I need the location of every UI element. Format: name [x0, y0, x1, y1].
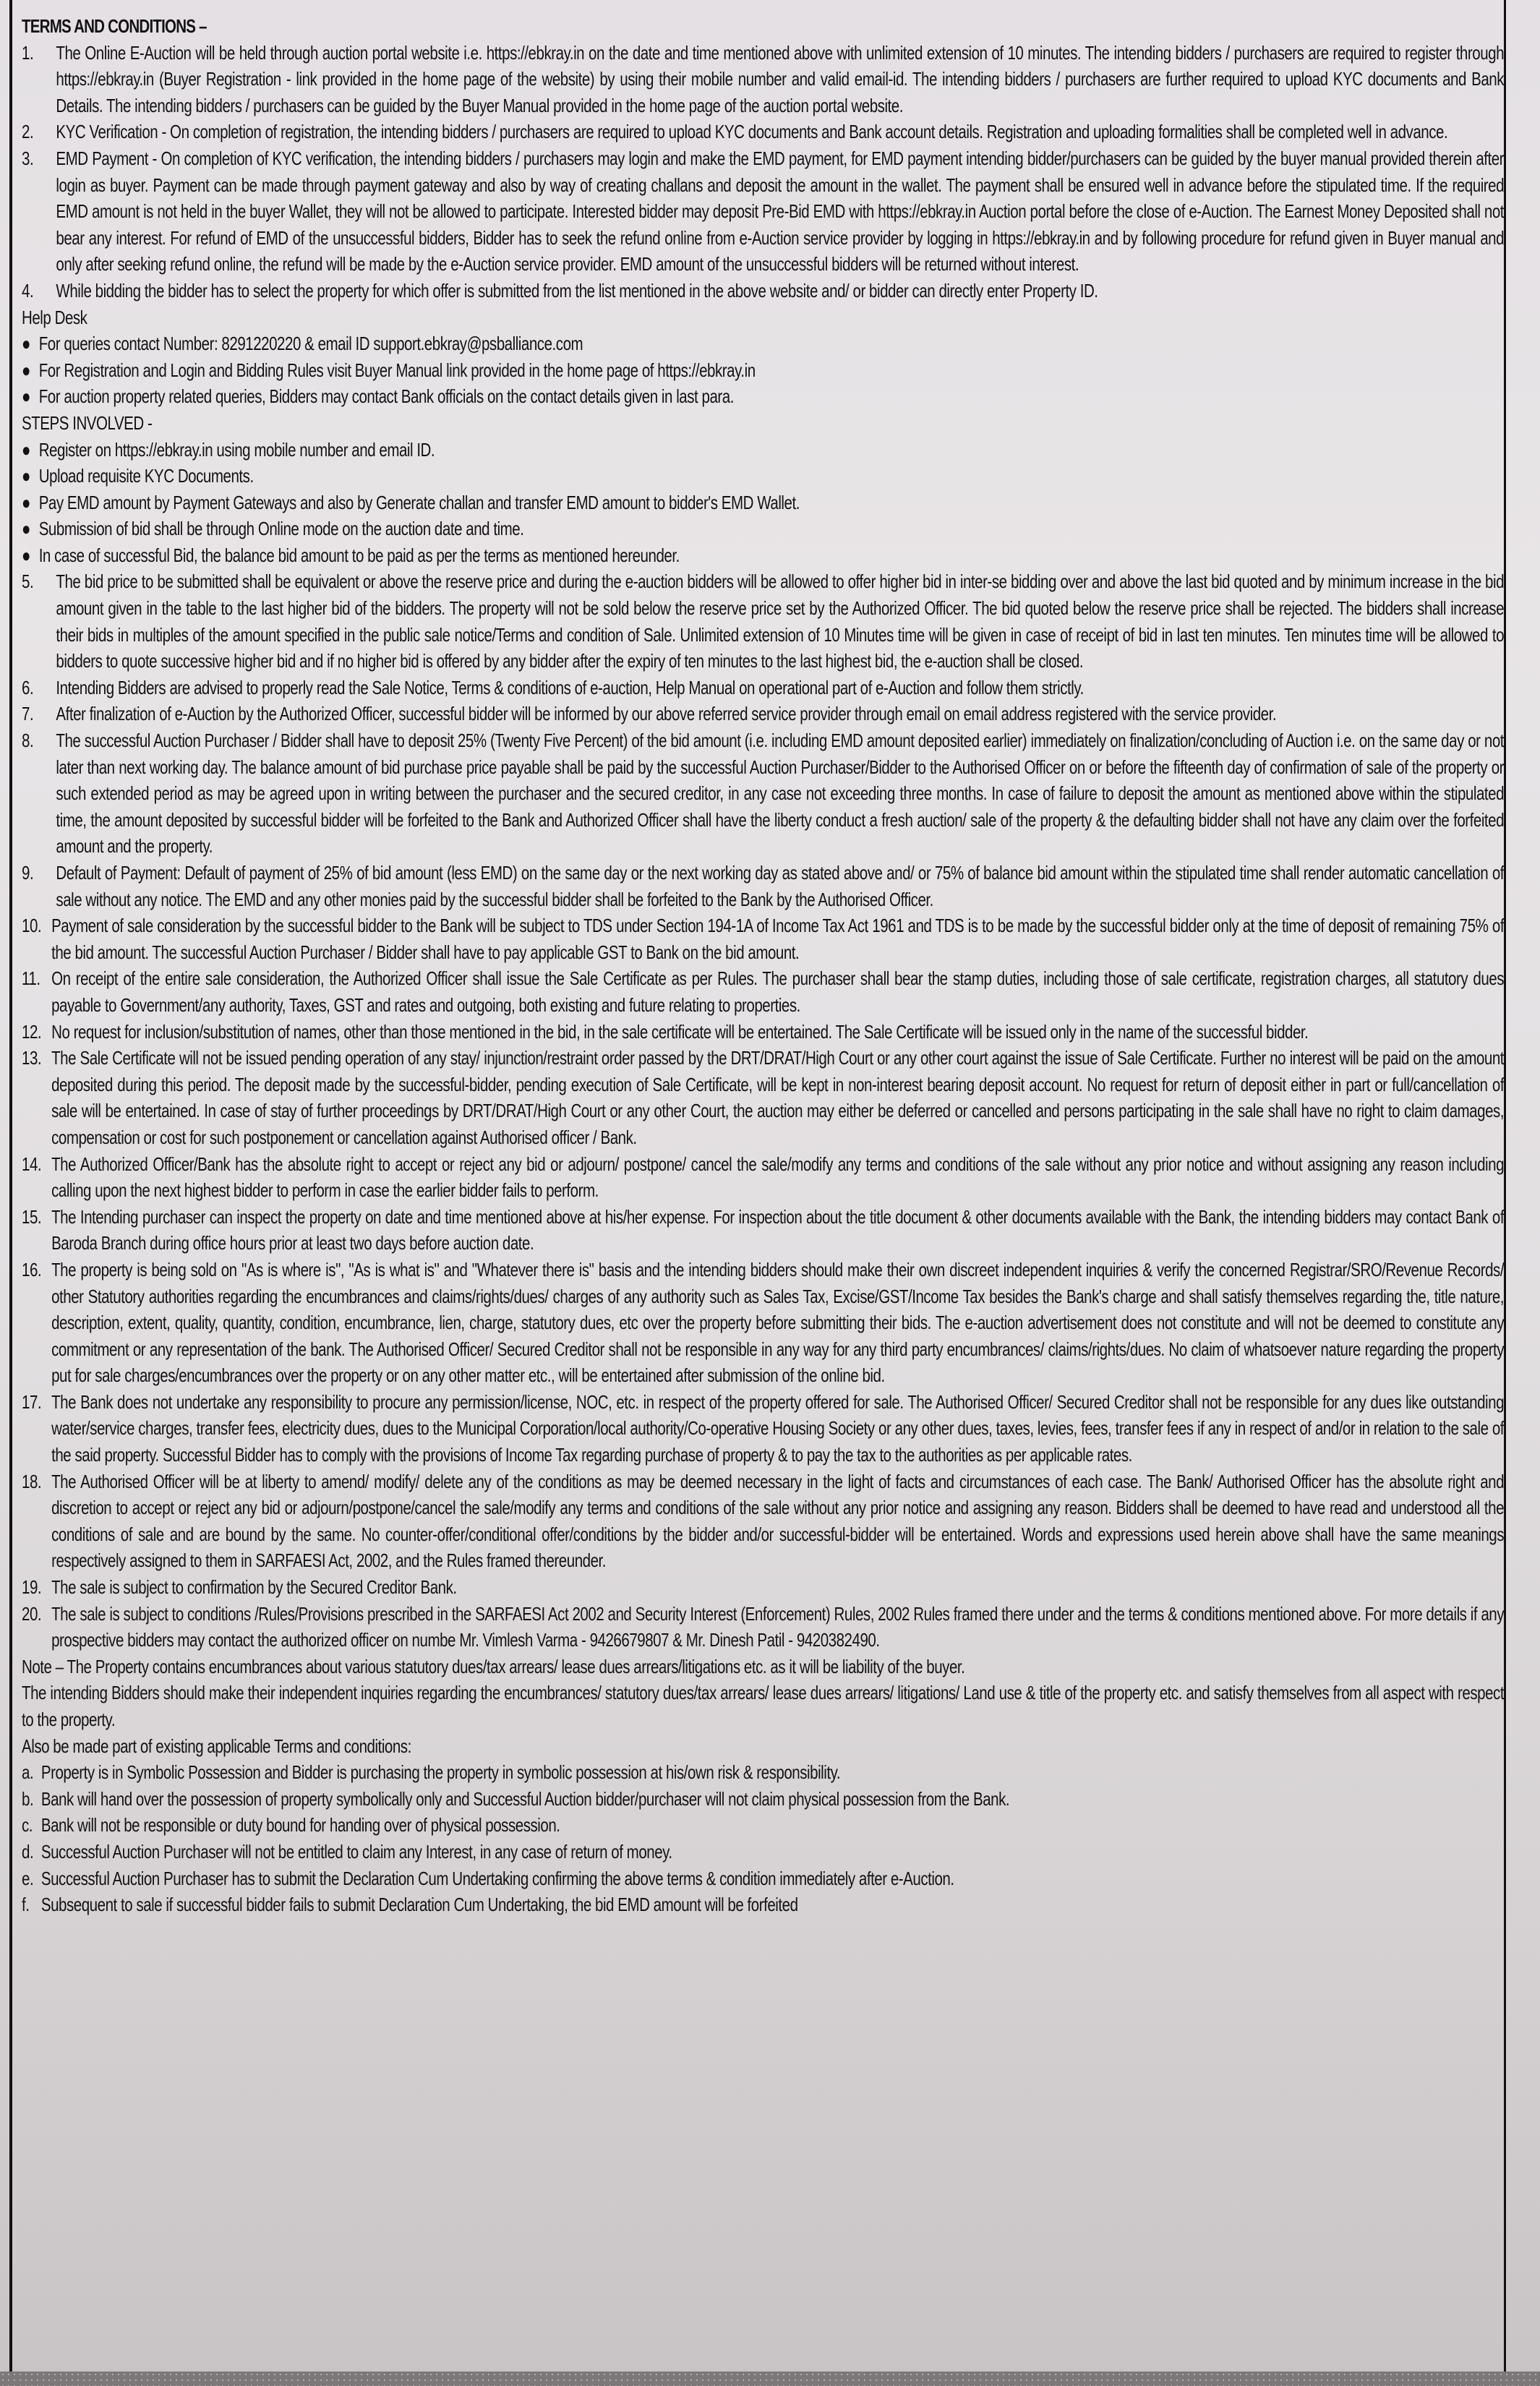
- term-text: Default of Payment: Default of payment of 25% of bid amount (less EMD) on the same day or the next working day as stated above and/ or 75% of balance bid amount within the stipulated time shall render automatic cancellation of sale without any notice. The EMD and any other monies paid by the successful bidder shall be forfeited to the Bank by the Authorised Officer.: [56, 862, 1505, 910]
- term-item-11: [22, 965, 1504, 1018]
- term-item-6: [22, 675, 1504, 701]
- term-text: Bank will not be responsible or duty bound for handing over of physical possession.: [40, 1814, 560, 1836]
- term-text: Subsequent to sale if successful bidder fails to submit Declaration Cum Undertaking, the bid EMD amount will be forfeited: [40, 1894, 798, 1916]
- term-number: 20.: [22, 1602, 42, 1625]
- bullet-icon: ●: [22, 544, 30, 566]
- term-number: 18.: [22, 1470, 42, 1492]
- term-number: 15.: [22, 1205, 42, 1228]
- term-text: The Authorised Officer will be at liberty to amend/ modify/ delete any of the conditions as may be deemed necessary in the light of facts and circumstances of each case. The Bank/ Authorised Officer has the absolute right and discretion to accept or reject any bid or adjourn/postpone/cancel the sale/modify any terms and conditions of the sale without any prior notice and assigning any reason. Bidders shall be deemed to have read and understood all the conditions of sale and are bound by the same. No counter-offer/conditional offer/conditions by the bidder and/or successful-bidder will be entertained. Words and expressions used herein above shall have the same meanings respectively assigned to them in SARFAESI Act, 2002, and the Rules framed thereunder.: [51, 1470, 1505, 1572]
- bullet-icon: ●: [22, 438, 30, 461]
- term-item-14: [22, 1151, 1504, 1204]
- additional-term-d: [22, 1839, 1504, 1865]
- term-number: 19.: [22, 1576, 42, 1599]
- term-letter: f.: [22, 1894, 30, 1916]
- term-letter: e.: [22, 1867, 34, 1889]
- bullet-text: In case of successful Bid, the balance bid amount to be paid as per the terms as mentioned hereunder.: [38, 544, 680, 566]
- scan-bottom-edge: [0, 2372, 1540, 2386]
- term-item-1: [22, 40, 1504, 119]
- term-number: 7.: [22, 703, 34, 725]
- bullet-icon: ●: [22, 465, 30, 487]
- help-desk-bullet: [22, 330, 1504, 357]
- term-text: Bank will hand over the possession of property symbolically only and Successful Auction bidder/purchaser will not claim physical possession from the Bank.: [40, 1787, 1010, 1810]
- term-text: On receipt of the entire sale consideration, the Authorized Officer shall issue the Sale Certificate as per Rules. The purchaser shall bear the stamp duties, including those of sale certificate, registration charges, all statutory dues payable to Government/any authority, Taxes, GST and rates and outgoing, both existing and future relating to properties.: [51, 967, 1505, 1016]
- additional-term-e: [22, 1865, 1504, 1892]
- term-text: The property is being sold on "As is where is", "As is what is" and "Whatever there is" basis and the intending bidders should make their own discreet independent inquiries & verify the concerned Registrar/SRO/Revenue Records/ other Statutory authorities regarding the encumbrances and claims/rights/dues/ charges of any authority such as Sales Tax, Excise/GST/Income Tax besides the Bank's charge and shall satisfy themselves regarding the, title nature, description, extent, quality, quantity, condition, encumbrance, lien, charge, statutory dues, etc over the property before submitting their bids. The e-auction advertisement does not constitute and will not be deemed to constitute any commitment or any representation of the bank. The Authorised Officer/ Secured Creditor shall not be responsible in any way for any third party encumbrances/ claims/rights/dues. No claim of whatsoever nature regarding the property put for sale charges/encumbrances over the property or on any other matter etc., will be entertained after submission of the online bid.: [51, 1258, 1505, 1387]
- bullet-text: Submission of bid shall be through Online mode on the auction date and time.: [38, 518, 524, 540]
- term-text: The sale is subject to confirmation by the Secured Creditor Bank.: [51, 1576, 457, 1599]
- term-text: While bidding the bidder has to select the property for which offer is submitted from the list mentioned in the above website and/ or bidder can directly enter Property ID.: [56, 279, 1098, 302]
- term-text: EMD Payment - On completion of KYC verification, the intending bidders / purchasers may login and make the EMD payment, for EMD payment intending bidder/purchasers can be guided by the buyer manual provided therein after login as buyer. Payment can be made through payment gateway and also by way of creating challans and deposit the amount in the wallet. The payment shall be ensured well in advance before the stipulated time. If the required EMD amount is not held in the buyer Wallet, they will not be allowed to participate. Interested bidder may deposit Pre-Bid EMD with https://ebkray.in Auction portal before the close of e-Auction. The Earnest Money Deposited shall not bear any interest. For refund of EMD of the unsuccessful bidders, Bidder has to seek the refund online from e-Auction service provider by logging in https://ebkray.in and by following procedure for refund given in Buyer manual and only after seeking refund online, the refund will be made by the e-Auction service provider. EMD amount of the unsuccessful bidders will be returned without interest.: [56, 147, 1505, 275]
- bullet-icon: ●: [22, 518, 30, 540]
- additional-term-f: [22, 1891, 1504, 1918]
- term-number: 1.: [22, 41, 34, 64]
- term-letter: a.: [22, 1761, 34, 1784]
- term-text: The Online E-Auction will be held through auction portal website i.e. https://ebkray.in on the date and time mentioned above with unlimited extension of 10 minutes. The intending bidders / purchasers are required to register through https://ebkray.in (Buyer Registration - link provided in the home page of the website) by using their mobile number and valid email-id. The intending bidders / purchasers are further required to upload KYC documents and Bank Details. The intending bidders / purchasers can be guided by the Buyer Manual provided in the home page of the auction portal website.: [56, 41, 1505, 116]
- term-letter: d.: [22, 1840, 34, 1863]
- also-applicable-heading: Also be made part of existing applicable Terms and conditions:: [22, 1735, 411, 1757]
- term-item-10: [22, 912, 1504, 965]
- bullet-text: For Registration and Login and Bidding Rules visit Buyer Manual link provided in the home page of https://ebkray.in: [38, 359, 756, 381]
- term-text: The Intending purchaser can inspect the property on date and time mentioned above at his/her expense. For inspection about the title document & other documents available with the Bank, the intending bidders may contact Bank of Baroda Branch during office hours prior at least two days before auction date.: [51, 1205, 1505, 1254]
- term-number: 2.: [22, 121, 34, 143]
- step-bullet: [22, 463, 1504, 489]
- term-text: KYC Verification - On completion of registration, the intending bidders / purchasers are required to upload KYC documents and Bank account details. Registration and uploading formalities shall be completed well in advance.: [56, 121, 1448, 143]
- document-title: TERMS AND CONDITIONS –: [22, 15, 207, 37]
- term-number: 4.: [22, 279, 34, 302]
- additional-term-c: [22, 1812, 1504, 1839]
- bullet-icon: ●: [22, 385, 30, 408]
- term-text: No request for inclusion/substitution of names, other than those mentioned in the bid, in the sale certificate will be entertained. The Sale Certificate will be issued only in the name of the successful bidder.: [51, 1020, 1309, 1043]
- term-text: Successful Auction Purchaser has to submit the Declaration Cum Undertaking confirming the above terms & condition immediately after e-Auction.: [40, 1867, 954, 1889]
- bullet-text: Upload requisite KYC Documents.: [38, 465, 254, 487]
- term-number: 17.: [22, 1390, 42, 1413]
- term-item-20: [22, 1601, 1504, 1654]
- additional-term-b: [22, 1786, 1504, 1813]
- term-number: 8.: [22, 730, 34, 752]
- term-item-13: [22, 1045, 1504, 1150]
- term-text: The Bank does not undertake any responsibility to procure any permission/license, NOC, etc. in respect of the property offered for sale. The Authorised Officer/ Secured Creditor shall not be responsible for any dues like outstanding water/service charges, transfer fees, electricity dues, dues to the Municipal Corporation/local authority/Co-operative Housing Society or any other dues, taxes, levies, fees, transfer fees if any in respect of and/or in relation to the sale of the said property. Successful Bidder has to comply with the provisions of Income Tax regarding purchase of property & to pay the tax to the authorities as per applicable rates.: [51, 1390, 1505, 1466]
- term-item-8: [22, 727, 1504, 860]
- bullet-icon: ●: [22, 359, 30, 381]
- term-text: The bid price to be submitted shall be equivalent or above the reserve price and during the e-auction bidders will be allowed to offer higher bid in inter-se bidding over and above the last bid quoted and by minimum increase in the bid amount given in the table to the last higher bid of the bidders. The property will not be sold below the reserve price set by the Authorized Officer. The bid quoted below the reserve price shall be rejected. The bidders shall increase their bids in multiples of the amount specified in the public sale notice/Terms and condition of Sale. Unlimited extension of 10 Minutes time will be given in case of receipt of bid in last ten minutes. Ten minutes time will be allowed to bidders to quote successive higher bid and if no higher bid is offered by any bidder after the expiry of ten minutes to the last highest bid, the e-auction shall be closed.: [56, 570, 1505, 672]
- term-text: After finalization of e-Auction by the Authorized Officer, successful bidder will be informed by our above referred service provider through email on email address registered with the service provider.: [56, 703, 1277, 725]
- step-bullet: [22, 437, 1504, 463]
- term-item-3: [22, 145, 1504, 278]
- bullet-icon: ●: [22, 491, 30, 513]
- term-number: 12.: [22, 1020, 42, 1043]
- term-text: The successful Auction Purchaser / Bidder shall have to deposit 25% (Twenty Five Percent) of the bid amount (i.e. including EMD amount deposited earlier) immediately on finalization/concluding of Auction i.e. on the same day or not later than next working day. The balance amount of bid purchase price payable shall be paid by the successful Auction Purchaser/Bidder to the Authorised Officer on or before the fifteenth day of confirmation of sale of the property or such extended period as may be agreed upon in writing between the purchaser and the secured creditor, in any case not exceeding three months. In case of failure to deposit the amount as mentioned above within the stipulated time, the amount deposited by successful bidder will be forfeited to the Bank and Authorized Officer shall have the liberty conduct a fresh auction/ sale of the property & the defaulting bidder shall not have any claim over the forfeited amount and the property.: [56, 730, 1505, 858]
- help-desk-heading: Help Desk: [22, 306, 87, 328]
- terms-document: [22, 13, 1504, 1918]
- term-item-5: [22, 568, 1504, 674]
- term-item-15: [22, 1204, 1504, 1257]
- bullet-text: For auction property related queries, Bidders may contact Bank officials on the contact details given in last para.: [38, 385, 734, 408]
- term-item-19: [22, 1574, 1504, 1601]
- encumbrance-note: Note – The Property contains encumbrances about various statutory dues/tax arrears/ lease dues arrears/litigations etc. as it will be liability of the buyer.: [22, 1655, 965, 1677]
- bullet-text: Register on https://ebkray.in using mobile number and email ID.: [38, 438, 435, 461]
- step-bullet: [22, 542, 1504, 569]
- independent-inquiries-note: The intending Bidders should make their independent inquiries regarding the encumbrances/ statutory dues/tax arrears/ lease dues arrears/ litigations/ Land use & title of the property etc. and satisfy themselves from all aspect with respect to the property.: [22, 1682, 1505, 1730]
- term-text: The Sale Certificate will not be issued pending operation of any stay/ injunction/restraint order passed by the DRT/DRAT/High Court or any other court against the issue of Sale Certificate. Further no interest will be paid on the amount deposited during this period. The deposit made by the successful-bidder, pending execution of Sale Certificate, will be kept in non-interest bearing deposit account. No request for return of deposit either in part or full/cancellation of sale will be entertained. In case of stay of further proceedings by DRT/DRAT/High Court or any other Court, the auction may either be deferred or cancelled and persons participating in the sale shall have no right to claim damages, compensation or cost for such postponement or cancellation against Authorised officer / Bank.: [51, 1047, 1505, 1148]
- term-item-2: [22, 119, 1504, 145]
- help-desk-bullet: [22, 357, 1504, 384]
- term-item-18: [22, 1468, 1504, 1574]
- term-text: Payment of sale consideration by the successful bidder to the Bank will be subject to TDS under Section 194-1A of Income Tax Act 1961 and TDS is to be made by the successful bidder only at the time of deposit of remaining 75% of the bid amount. The successful Auction Purchaser / Bidder shall have to pay applicable GST to Bank on the bid amount.: [51, 915, 1505, 963]
- term-item-16: [22, 1257, 1504, 1389]
- bullet-text: For queries contact Number: 8291220220 & email ID support.ebkray@psballiance.com: [38, 333, 583, 355]
- step-bullet: [22, 489, 1504, 516]
- term-number: 16.: [22, 1258, 42, 1280]
- term-number: 14.: [22, 1153, 42, 1175]
- term-number: 6.: [22, 676, 34, 698]
- term-number: 11.: [22, 967, 40, 990]
- term-number: 5.: [22, 570, 34, 593]
- term-item-9: [22, 860, 1504, 912]
- term-item-12: [22, 1019, 1504, 1046]
- term-letter: c.: [22, 1814, 33, 1836]
- bullet-icon: ●: [22, 333, 30, 355]
- help-desk-bullet: [22, 383, 1504, 410]
- steps-heading: STEPS INVOLVED -: [22, 411, 153, 434]
- term-item-7: [22, 701, 1504, 727]
- term-number: 3.: [22, 147, 34, 169]
- term-number: 10.: [22, 915, 42, 937]
- term-number: 13.: [22, 1047, 42, 1069]
- term-text: The Authorized Officer/Bank has the absolute right to accept or reject any bid or adjourn/ postpone/ cancel the sale/modify any terms and conditions of the sale without any prior notice and without assigning any reason including calling upon the next highest bidder to perform in case the earlier bidder fails to perform.: [51, 1153, 1505, 1202]
- step-bullet: [22, 516, 1504, 542]
- term-item-4: [22, 278, 1504, 304]
- term-number: 9.: [22, 862, 34, 884]
- term-text: Successful Auction Purchaser will not be entitled to claim any Interest, in any case of return of money.: [40, 1840, 672, 1863]
- bullet-text: Pay EMD amount by Payment Gateways and also by Generate challan and transfer EMD amount to bidder's EMD Wallet.: [38, 491, 800, 513]
- term-item-17: [22, 1389, 1504, 1468]
- term-text: Intending Bidders are advised to properly read the Sale Notice, Terms & conditions of e-auction, Help Manual on operational part of e-Auction and follow them strictly.: [56, 676, 1084, 698]
- term-text: The sale is subject to conditions /Rules/Provisions prescribed in the SARFAESI Act 2002 and Security Interest (Enforcement) Rules, 2002 Rules framed there under and the terms & conditions mentioned above. For more details if any prospective bidders may contact the authorized officer on numbe Mr. Vimlesh Varma - 9426679807 & Mr. Dinesh Patil - 9420382490.: [51, 1602, 1505, 1651]
- term-text: Property is in Symbolic Possession and Bidder is purchasing the property in symbolic possession at his/own risk & responsibility.: [40, 1761, 841, 1784]
- term-letter: b.: [22, 1787, 34, 1810]
- additional-term-a: [22, 1759, 1504, 1786]
